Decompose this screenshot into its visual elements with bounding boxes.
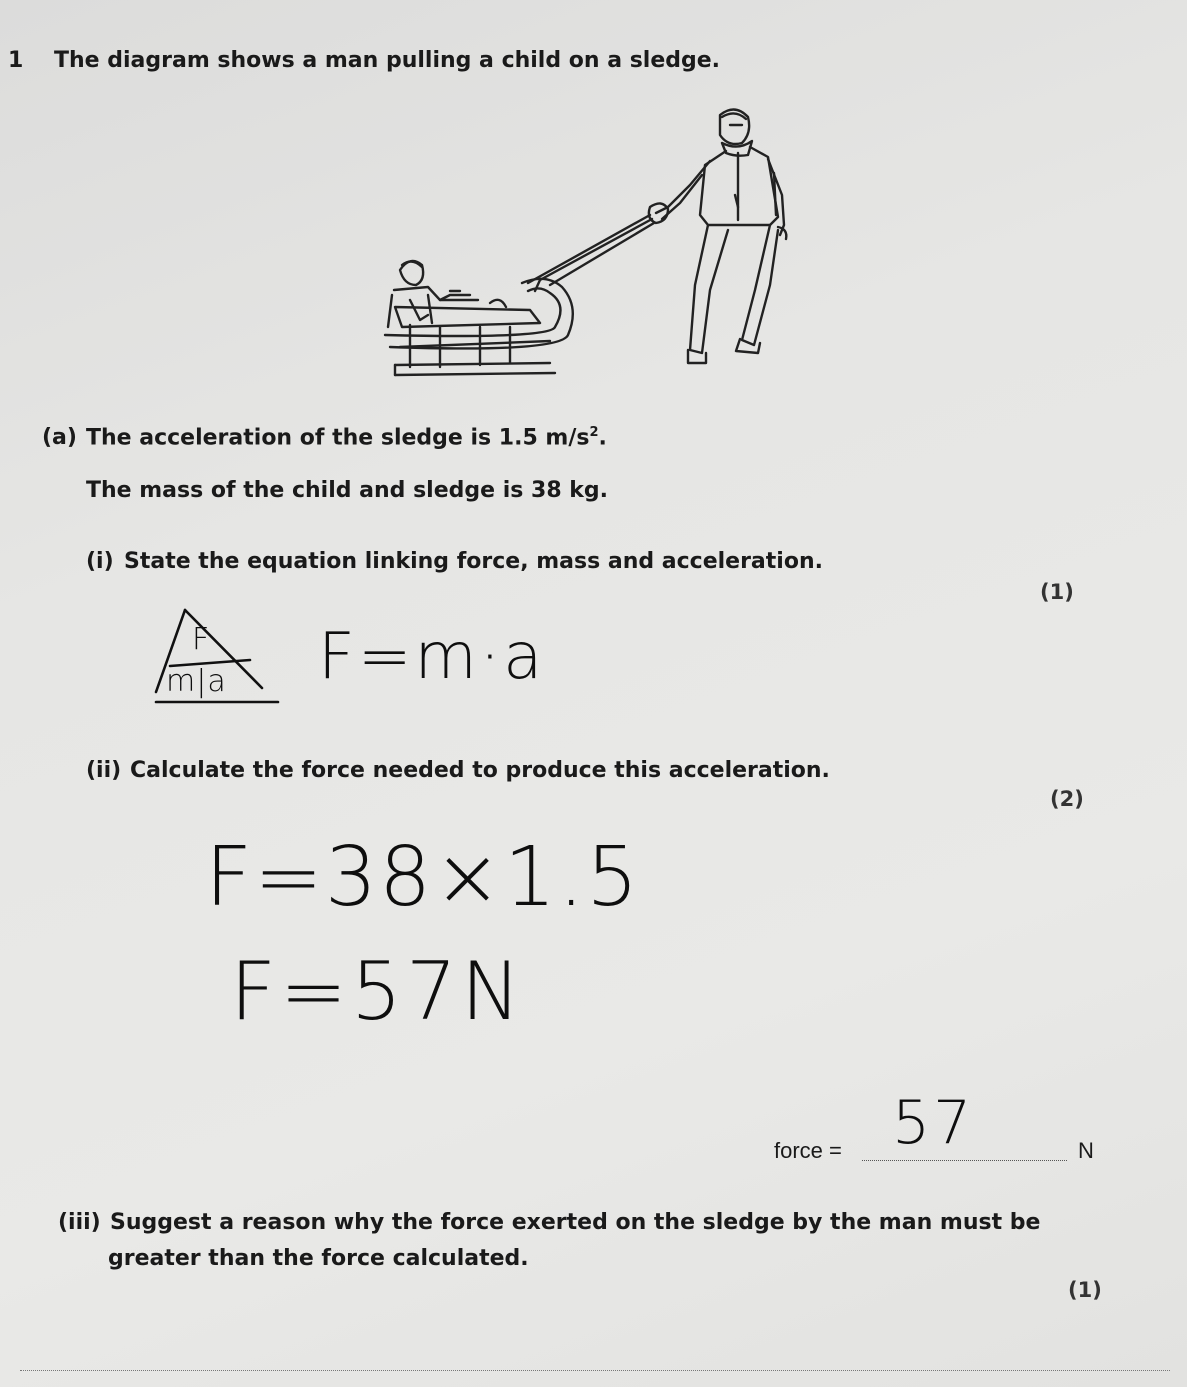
sub-iii-label: (iii) bbox=[58, 1210, 101, 1235]
question-number: 1 bbox=[8, 48, 24, 73]
acceleration-period: . bbox=[598, 425, 607, 451]
child-figure bbox=[388, 261, 478, 327]
triangle-bottom-letters: m|a bbox=[166, 664, 227, 699]
triangle-top-letter: F bbox=[192, 622, 212, 657]
man-figure bbox=[649, 109, 786, 363]
part-a-acceleration-statement bbox=[86, 425, 607, 450]
sub-ii-marks: (2) bbox=[1050, 787, 1084, 811]
sub-i-label: (i) bbox=[86, 549, 114, 574]
sub-i-marks: (1) bbox=[1040, 580, 1074, 604]
part-a-mass-statement: The mass of the child and sledge is 38 kg. bbox=[86, 478, 609, 503]
question-intro: The diagram shows a man pulling a child on a sledge. bbox=[54, 48, 721, 73]
sledge-illustration bbox=[350, 95, 810, 395]
equation-handwritten: F=m·a bbox=[318, 620, 546, 694]
working-line-2: F=57N bbox=[230, 945, 525, 1038]
working-line-1: F=38×1.5 bbox=[205, 830, 641, 925]
part-a-label: (a) bbox=[42, 425, 77, 450]
answer-label: force = bbox=[774, 1138, 842, 1163]
answer-writing-line[interactable] bbox=[20, 1370, 1170, 1371]
answer-unit: N bbox=[1078, 1138, 1094, 1163]
acceleration-text: The acceleration of the sledge is 1.5 m/s bbox=[86, 425, 590, 451]
answer-value-handwritten: 57 bbox=[892, 1088, 975, 1158]
acceleration-superscript: 2 bbox=[589, 425, 599, 440]
sub-iii-question-line-2: greater than the force calculated. bbox=[108, 1246, 529, 1271]
sub-ii-label: (ii) bbox=[86, 758, 122, 783]
sledge-figure bbox=[385, 279, 573, 375]
sub-i-question: State the equation linking force, mass and acceleration. bbox=[124, 549, 823, 574]
sub-iii-question-line-1: Suggest a reason why the force exerted on the sledge by the man must be bbox=[110, 1210, 1041, 1235]
sub-ii-question: Calculate the force needed to produce this acceleration. bbox=[130, 758, 830, 783]
sub-iii-marks: (1) bbox=[1068, 1278, 1102, 1302]
